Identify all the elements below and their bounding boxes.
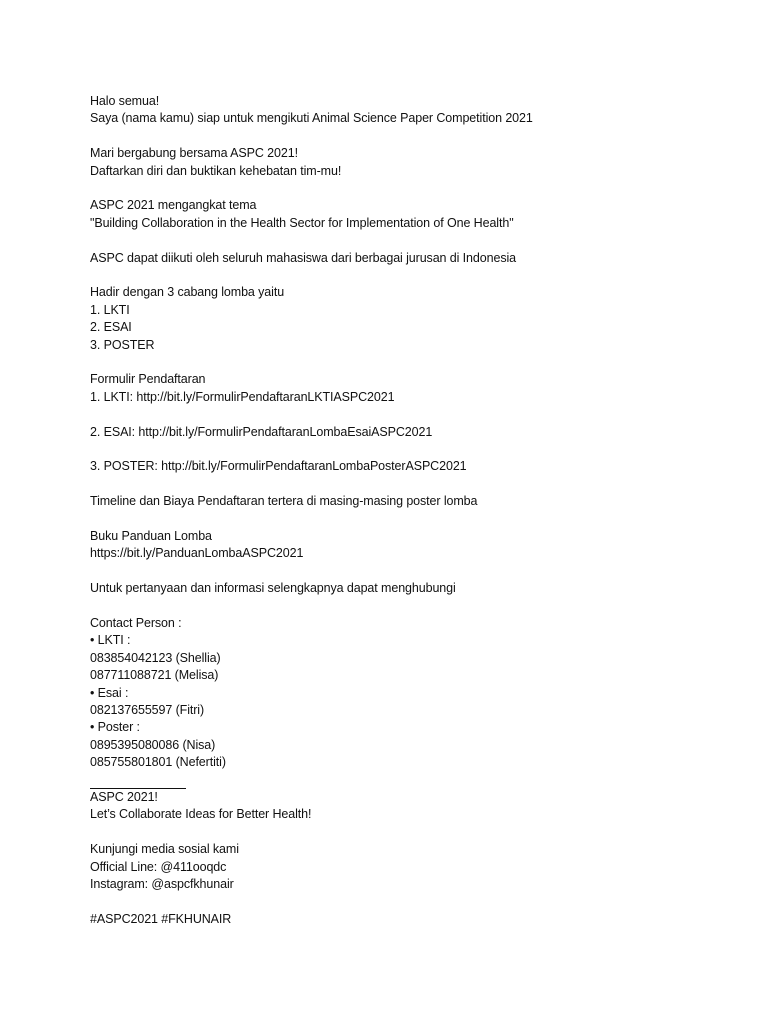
- spacer: [90, 511, 730, 528]
- divider-rule: [90, 772, 186, 789]
- registration-link-poster[interactable]: 3. POSTER: http://bit.ly/FormulirPendaftaranLombaPosterASPC2021: [90, 459, 467, 474]
- guide-title: Buku Panduan Lomba: [90, 529, 212, 544]
- contact-lkti-label: • LKTI :: [90, 633, 131, 648]
- branch-item-lkti: 1. LKTI: [90, 302, 130, 317]
- social-instagram-account: Instagram: @aspcfkhunair: [90, 877, 234, 892]
- intro-line: Saya (nama kamu) siap untuk mengikuti Animal Science Paper Competition 2021: [90, 111, 533, 126]
- contact-title: Contact Person :: [90, 616, 182, 631]
- spacer: [90, 232, 730, 249]
- spacer: [90, 824, 730, 841]
- spacer: [90, 267, 730, 284]
- registration-link-lkti[interactable]: 1. LKTI: http://bit.ly/FormulirPendaftaranLKTIASPC2021: [90, 389, 395, 404]
- info-text: Untuk pertanyaan dan informasi selengkapnya dapat menghubungi: [90, 581, 456, 596]
- social-title: Kunjungi media sosial kami: [90, 842, 239, 857]
- spacer: [90, 441, 730, 458]
- spacer: [90, 598, 730, 615]
- social-line-account: Official Line: @411ooqdc: [90, 859, 227, 874]
- contact-poster-phone-2: 085755801801 (Nefertiti): [90, 755, 226, 770]
- greeting-line: Halo semua!: [90, 94, 160, 108]
- branch-item-poster: 3. POSTER: [90, 337, 155, 352]
- spacer: [90, 893, 730, 910]
- spacer: [90, 406, 730, 423]
- branch-item-esai: 2. ESAI: [90, 320, 132, 335]
- document-body: [90, 93, 730, 928]
- invite-line: Mari bergabung bersama ASPC 2021!: [90, 146, 298, 161]
- contact-lkti-phone-1: 083854042123 (Shellia): [90, 650, 221, 665]
- closing-line-1: ASPC 2021!: [90, 790, 158, 805]
- branches-intro: Hadir dengan 3 cabang lomba yaitu: [90, 285, 285, 300]
- spacer: [90, 354, 730, 371]
- spacer: [90, 476, 730, 493]
- eligibility-text: ASPC dapat diikuti oleh seluruh mahasiswa dari berbagai jurusan di Indonesia: [90, 250, 516, 265]
- contact-esai-phone-1: 082137655597 (Fitri): [90, 703, 205, 718]
- guide-link[interactable]: https://bit.ly/PanduanLombaASPC2021: [90, 546, 304, 561]
- timeline-text: Timeline dan Biaya Pendaftaran tertera di masing-masing poster lomba: [90, 494, 478, 509]
- spacer: [90, 128, 730, 145]
- contact-poster-label: • Poster :: [90, 720, 140, 735]
- contact-poster-phone-1: 0895395080086 (Nisa): [90, 737, 216, 752]
- contact-lkti-phone-2: 087711088721 (Melisa): [90, 668, 219, 683]
- theme-title: "Building Collaboration in the Health Sector for Implementation of One Health": [90, 215, 514, 230]
- closing-line-2: Let’s Collaborate Ideas for Better Health!: [90, 807, 312, 822]
- theme-intro: ASPC 2021 mengangkat tema: [90, 198, 257, 213]
- invite-line-2: Daftarkan diri dan buktikan kehebatan tim-mu!: [90, 163, 342, 178]
- spacer: [90, 180, 730, 197]
- contact-esai-label: • Esai :: [90, 685, 129, 700]
- registration-title: Formulir Pendaftaran: [90, 372, 206, 387]
- registration-link-esai[interactable]: 2. ESAI: http://bit.ly/FormulirPendaftaranLombaEsaiASPC2021: [90, 424, 433, 439]
- hashtags: #ASPC2021 #FKHUNAIR: [90, 911, 232, 926]
- spacer: [90, 563, 730, 580]
